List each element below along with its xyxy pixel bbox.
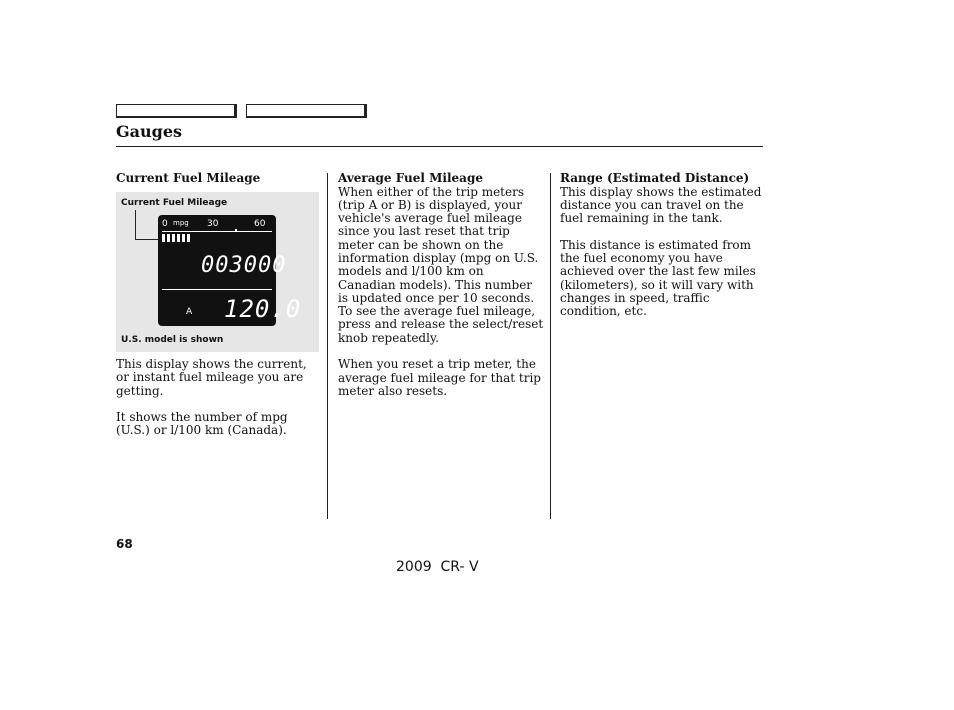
mileage-bar-segment <box>182 234 185 242</box>
title-rule <box>116 146 763 147</box>
fuel-display-figure <box>116 192 319 352</box>
column-divider-2 <box>550 173 551 519</box>
trip-label: A <box>186 307 193 317</box>
scale-end: 60 <box>254 219 266 229</box>
display-divider <box>162 289 272 290</box>
left-paragraph-1: This display shows the current, or instant fuel mileage you are getting. <box>116 357 307 398</box>
scale-mid: 30 <box>207 219 219 229</box>
left-heading: Current Fuel Mileage <box>116 171 261 185</box>
trip-readout: 120.0 <box>224 295 302 323</box>
middle-paragraph-2: When you reset a trip meter, the average fuel mileage for that trip meter also resets. <box>338 357 541 398</box>
callout-line-horizontal <box>135 239 159 240</box>
mileage-bar-segment <box>162 234 165 242</box>
middle-column <box>338 172 544 398</box>
figure-callout-label: Current Fuel Mileage <box>121 198 228 208</box>
section-title: Gauges <box>116 122 183 141</box>
callout-line-vertical <box>135 210 136 239</box>
odometer-readout: 003000 <box>201 253 287 278</box>
left-column <box>116 172 331 186</box>
scale-line <box>162 231 272 232</box>
column-divider-1 <box>327 173 328 519</box>
left-paragraph-2: It shows the number of mpg (U.S.) or l/100 km (Canada). <box>116 410 288 438</box>
unit-label: mpg <box>173 219 189 227</box>
scale-start: 0 <box>162 219 168 229</box>
page-number: 68 <box>116 537 133 551</box>
right-heading: Range (Estimated Distance) <box>560 171 750 185</box>
instrument-display <box>158 215 302 326</box>
mileage-bar-segment <box>187 234 190 242</box>
mileage-bar-segment <box>172 234 175 242</box>
right-column <box>560 172 765 318</box>
middle-heading: Average Fuel Mileage <box>338 171 483 185</box>
figure-caption: U.S. model is shown <box>121 335 224 345</box>
mileage-bar-segment <box>177 234 180 242</box>
right-paragraph-2: This distance is estimated from the fuel economy you have achieved over the last few miles (kilometers), so it will vary with changes in speed, traffic condition, etc. <box>560 237 756 319</box>
footer-model: 2009 CR- V <box>396 559 479 575</box>
right-paragraph-1: This display shows the estimated distance you can travel on the fuel remaining in the tank. <box>560 184 762 226</box>
left-body <box>116 358 321 438</box>
middle-paragraph-1: When either of the trip meters (trip A or B) is displayed, your vehicle's average fuel mileage since you last reset that trip meter can be shown on the information display (mpg on U.S. models and l/100 km on Canadian models). This number is updated once per 10 seconds. To see the average fuel mileage, press and release the select/reset knob repeatedly. <box>338 184 544 345</box>
header-tab-2 <box>246 104 367 118</box>
mileage-bar-segment <box>167 234 170 242</box>
header-tab-1 <box>116 104 237 118</box>
